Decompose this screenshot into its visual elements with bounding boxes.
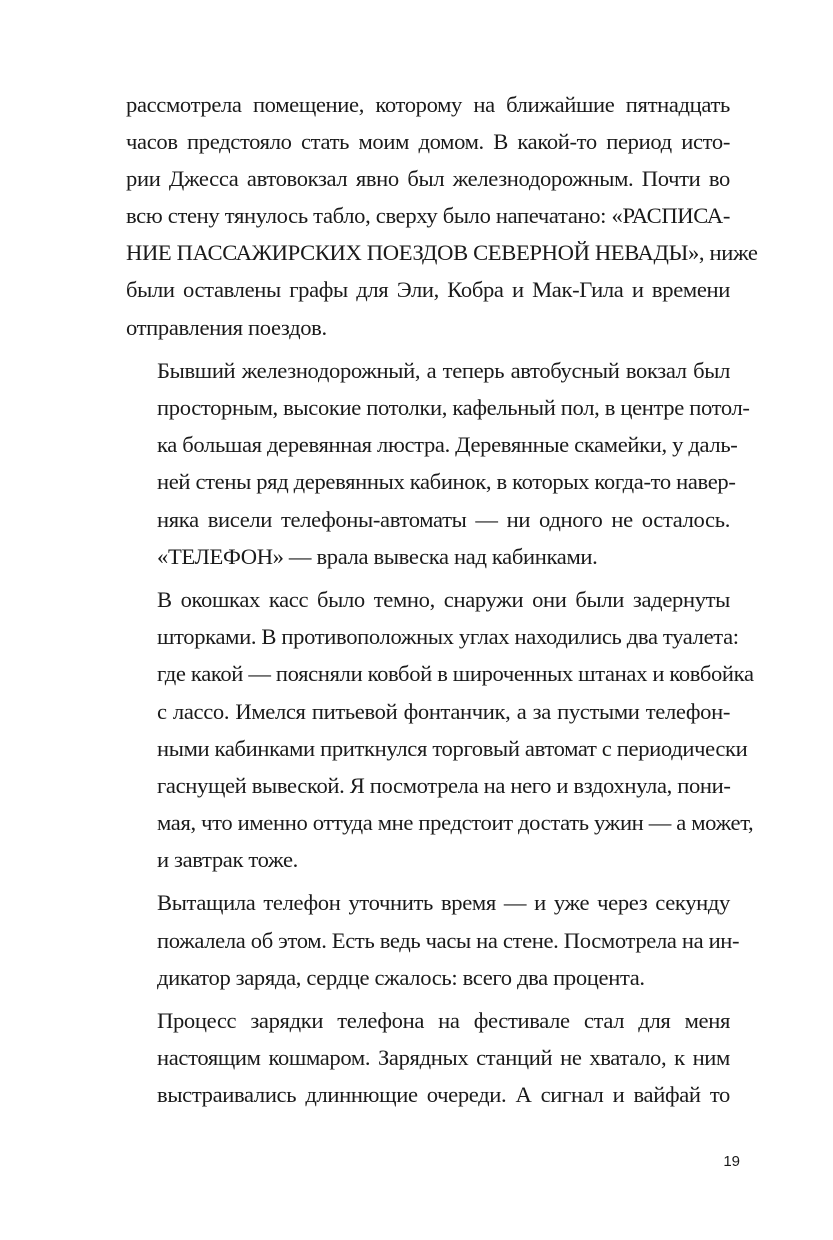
text-line: всю стену тянулось табло, сверху было напечатано: «РАСПИСА- bbox=[126, 203, 730, 229]
text-line: настоящим кошмаром. Зарядных станций не хватало, к ним bbox=[157, 1045, 730, 1071]
text-line: НИЕ ПАССАЖИРСКИХ ПОЕЗДОВ СЕВЕРНОЙ НЕВАДЫ», ниже bbox=[126, 240, 758, 266]
text-line: ными кабинками приткнулся торговый автомат с периодически bbox=[157, 735, 748, 761]
page-number: 19 bbox=[723, 1153, 740, 1170]
text-line: где какой — поясняли ковбой в широченных штанах и ковбойка bbox=[157, 661, 754, 687]
paragraph-5 bbox=[126, 1002, 730, 1113]
text-line: рии Джесса автовокзал явно был железнодорожным. Почти во bbox=[126, 166, 730, 192]
paragraph-3 bbox=[126, 581, 754, 878]
text-line: отправления поездов. bbox=[126, 314, 327, 340]
text-line: рассмотрела помещение, которому на ближайшие пятнадцать bbox=[126, 92, 730, 117]
text-line: няка висели телефоны-автоматы — ни одного не осталось. bbox=[157, 506, 730, 532]
text-line: ка большая деревянная люстра. Деревянные скамейки, у даль- bbox=[157, 432, 738, 458]
text-line: «ТЕЛЕФОН» — врала вывеска над кабинками. bbox=[157, 543, 598, 569]
text-line: ней стены ряд деревянных кабинок, в которых когда-то навер- bbox=[157, 469, 736, 495]
text-line: дикатор заряда, сердце сжалось: всего два процента. bbox=[157, 964, 645, 990]
text-line: мая, что именно оттуда мне предстоит достать ужин — а может, bbox=[157, 809, 754, 835]
text-line: шторками. В противоположных углах находились два туалета: bbox=[157, 624, 739, 650]
body-text bbox=[126, 86, 758, 1120]
text-line: Вытащила телефон уточнить время — и уже через секунду bbox=[157, 890, 730, 916]
paragraph-2 bbox=[126, 352, 750, 575]
text-line: Бывший железнодорожный, а теперь автобусный вокзал был bbox=[157, 358, 730, 384]
text-line: и завтрак тоже. bbox=[157, 846, 298, 872]
text-line: В окошках касс было темно, снаружи они были задернуты bbox=[157, 587, 730, 613]
paragraph-1 bbox=[126, 86, 758, 346]
text-line: пожалела об этом. Есть ведь часы на стене. Посмотрела на ин- bbox=[157, 927, 740, 953]
text-line: просторным, высокие потолки, кафельный пол, в центре потол- bbox=[157, 395, 750, 421]
text-line: с лассо. Имелся питьевой фонтанчик, а за пустыми телефон- bbox=[157, 698, 730, 724]
text-line: выстраивались длиннющие очереди. А сигнал и вайфай то bbox=[157, 1082, 730, 1108]
text-line: были оставлены графы для Эли, Кобра и Мак-Гила и времени bbox=[126, 277, 730, 303]
text-line: Процесс зарядки телефона на фестивале стал для меня bbox=[157, 1008, 730, 1034]
text-line: гаснущей вывеской. Я посмотрела на него и вздохнула, пони- bbox=[157, 772, 731, 798]
paragraph-4 bbox=[126, 884, 740, 995]
text-line: часов предстояло стать моим домом. В какой-то период исто- bbox=[126, 129, 730, 155]
